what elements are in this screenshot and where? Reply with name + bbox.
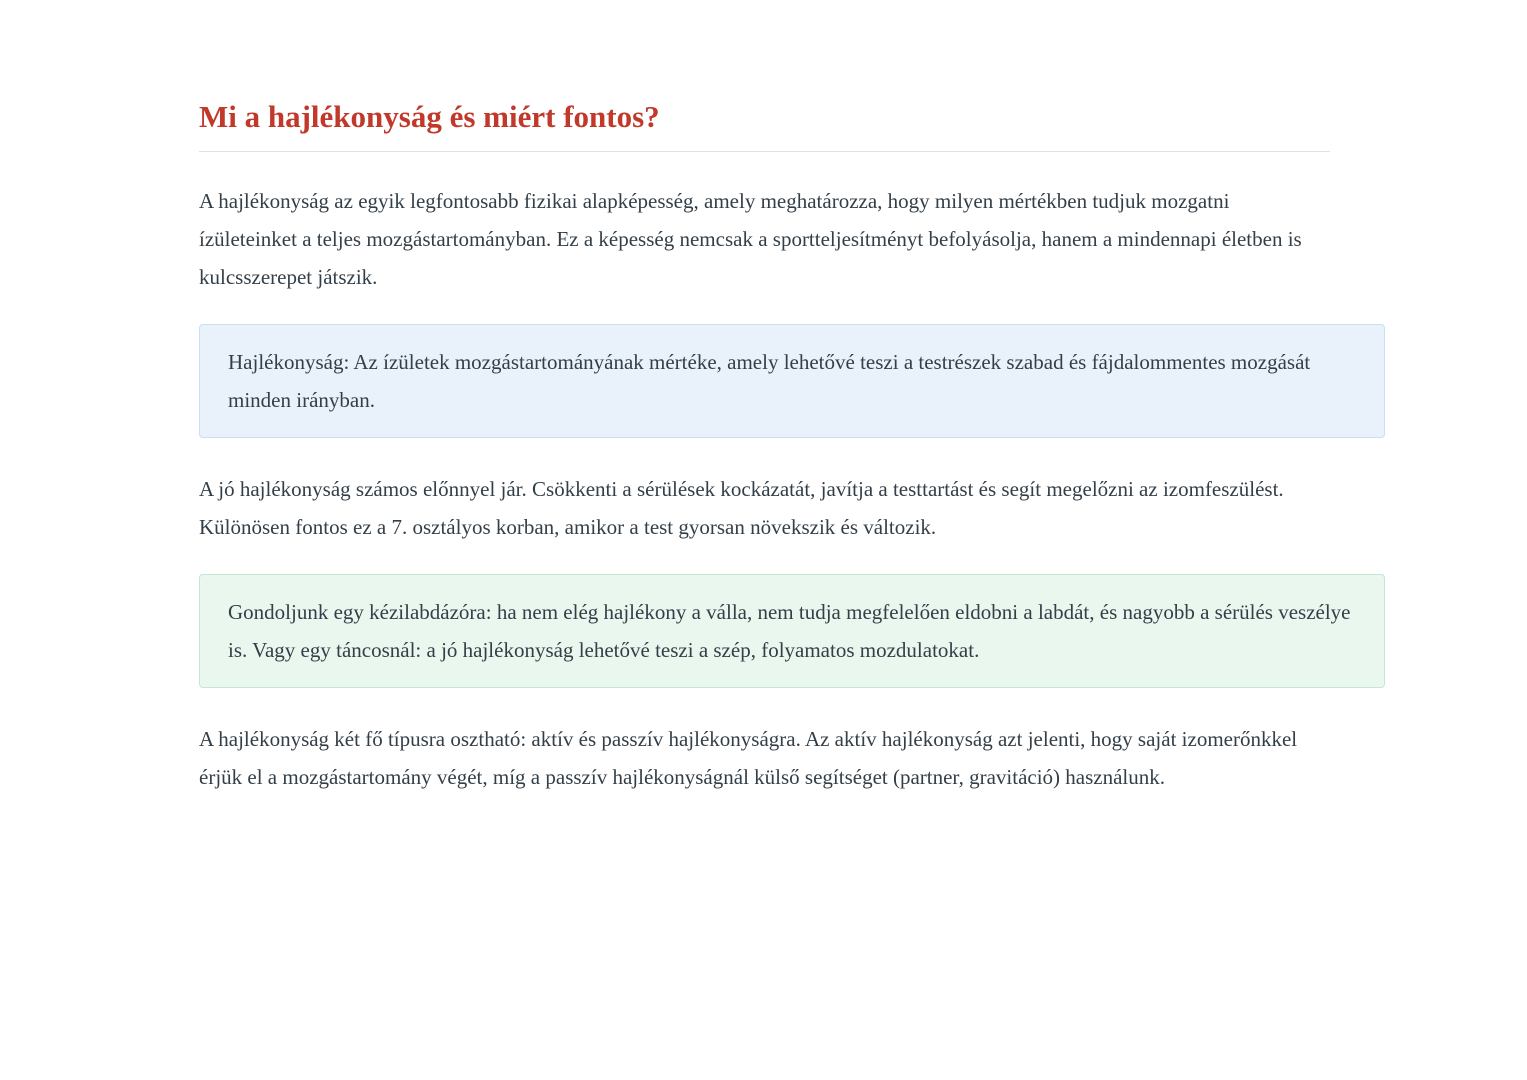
- title-divider: [199, 151, 1330, 152]
- example-callout: [199, 574, 1385, 688]
- definition-text: Hajlékonyság: Az ízületek mozgástartományának mértéke, amely lehetővé teszi a testrészek szabad és fájdalommentes mozgását minden irányban.: [228, 350, 1311, 413]
- definition-callout: [199, 324, 1385, 438]
- types-paragraph: A hajlékonyság két fő típusra osztható: aktív és passzív hajlékonyságra. Az aktív hajlékonyság azt jelenti, hogy saját izomerőnkkel érjük el a mozgástartomány végét, míg a passzív hajlékonyságnál külső segítséget (partner, gravitáció) használunk.: [199, 727, 1298, 790]
- intro-paragraph: A hajlékonyság az egyik legfontosabb fizikai alapképesség, amely meghatározza, hogy milyen mértékben tudjuk mozgatni ízületeinket a teljes mozgástartományban. Ez a képesség nemcsak a sportteljesítményt befolyásolja, hanem a mindennapi életben is kulcsszerepet játszik.: [199, 189, 1302, 290]
- benefits-paragraph: A jó hajlékonyság számos előnnyel jár. Csökkenti a sérülések kockázatát, javítja a testtartást és segít megelőzni az izomfeszülést. Különösen fontos ez a 7. osztályos korban, amikor a test gyorsan növekszik és változik.: [199, 477, 1284, 540]
- page-title: Mi a hajlékonyság és miért fontos?: [199, 99, 660, 134]
- example-text: Gondoljunk egy kézilabdázóra: ha nem elég hajlékony a válla, nem tudja megfelelően eldobni a labdát, és nagyobb a sérülés veszélye is. Vagy egy táncosnál: a jó hajlékonyság lehetővé teszi a szép, folyamatos mozdulatokat.: [228, 600, 1351, 663]
